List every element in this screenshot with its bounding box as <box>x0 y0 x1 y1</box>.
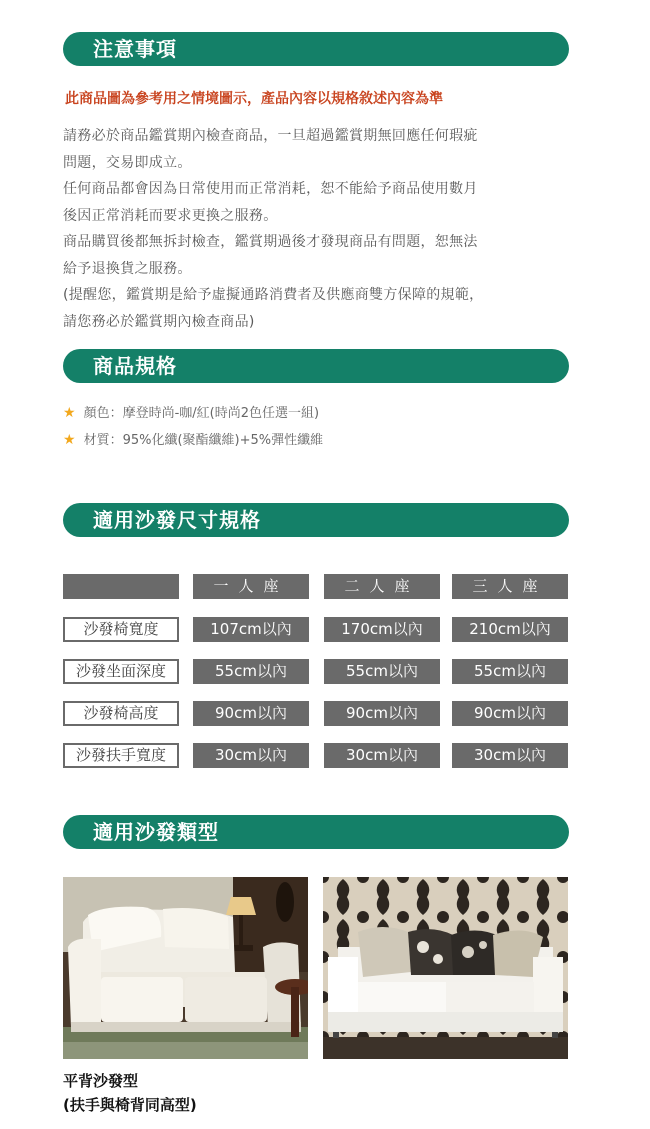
star-icon: ★ <box>63 432 76 448</box>
row-header: 沙發椅高度 <box>63 701 179 726</box>
caption-line: (扶手與椅背同高型) <box>63 1096 197 1114</box>
star-icon: ★ <box>63 405 76 421</box>
notice-body <box>63 123 563 335</box>
table-cell: 55cm以內 <box>324 659 440 684</box>
table-cell: 55cm以內 <box>193 659 309 684</box>
column-header: 二人座 <box>324 574 440 599</box>
section-title-notice: 注意事項 <box>93 37 177 61</box>
section-banner-type <box>63 815 569 849</box>
section-title-spec: 商品規格 <box>93 354 177 378</box>
notice-line: 給予退換貨之服務。 <box>63 260 192 277</box>
notice-line: 後因正常消耗而要求更換之服務。 <box>63 207 278 224</box>
section-title-size: 適用沙發尺寸規格 <box>93 508 261 532</box>
notice-highlight: 此商品圖為參考用之情境圖示，產品內容以規格敘述內容為準 <box>65 91 443 107</box>
table-cell: 90cm以內 <box>452 701 568 726</box>
section-banner-size <box>63 503 569 537</box>
table-cell: 170cm以內 <box>324 617 440 642</box>
table-cell: 90cm以內 <box>324 701 440 726</box>
notice-line: (提醒您，鑑賞期是給予虛擬通路消費者及供應商雙方保障的規範， <box>63 287 484 303</box>
notice-line: 請您務必於鑑賞期內檢查商品) <box>63 313 255 330</box>
table-cell: 55cm以內 <box>452 659 568 684</box>
table-cell: 30cm以內 <box>324 743 440 768</box>
section-title-type: 適用沙發類型 <box>93 820 219 844</box>
caption-line: 平背沙發型 <box>63 1072 139 1090</box>
table-cell: 30cm以內 <box>452 743 568 768</box>
table-corner <box>63 574 179 599</box>
notice-line: 問題，交易即成立。 <box>63 154 192 171</box>
row-header: 沙發扶手寬度 <box>63 743 179 768</box>
sofa-type-caption <box>63 1069 197 1117</box>
section-banner-spec <box>63 349 569 383</box>
notice-line: 任何商品都會因為日常使用而正常消耗，恕不能給予商品使用數月 <box>63 181 478 197</box>
row-header: 沙發坐面深度 <box>63 659 179 684</box>
spec-text: 顏色：摩登時尚-咖/紅(時尚2色任選一組) <box>83 406 320 421</box>
column-header: 一人座 <box>193 574 309 599</box>
notice-line: 商品購買後都無拆封檢查，鑑賞期過後才發現商品有問題，恕無法 <box>63 234 478 250</box>
table-cell: 210cm以內 <box>452 617 568 642</box>
table-cell: 107cm以內 <box>193 617 309 642</box>
column-header: 三人座 <box>452 574 568 599</box>
spec-text: 材質：95%化纖(聚酯纖維)+5%彈性纖維 <box>83 433 324 448</box>
table-cell: 30cm以內 <box>193 743 309 768</box>
notice-line: 請務必於商品鑑賞期內檢查商品，一旦超過鑑賞期無回應任何瑕疵 <box>63 128 478 144</box>
spec-list <box>63 400 323 454</box>
section-banner-notice <box>63 32 569 66</box>
spec-item-color <box>63 400 323 427</box>
spec-item-material <box>63 427 323 454</box>
sofa-photo-damask-wall <box>323 877 568 1059</box>
row-header: 沙發椅寬度 <box>63 617 179 642</box>
sofa-photo-living-room <box>63 877 308 1059</box>
table-cell: 90cm以內 <box>193 701 309 726</box>
